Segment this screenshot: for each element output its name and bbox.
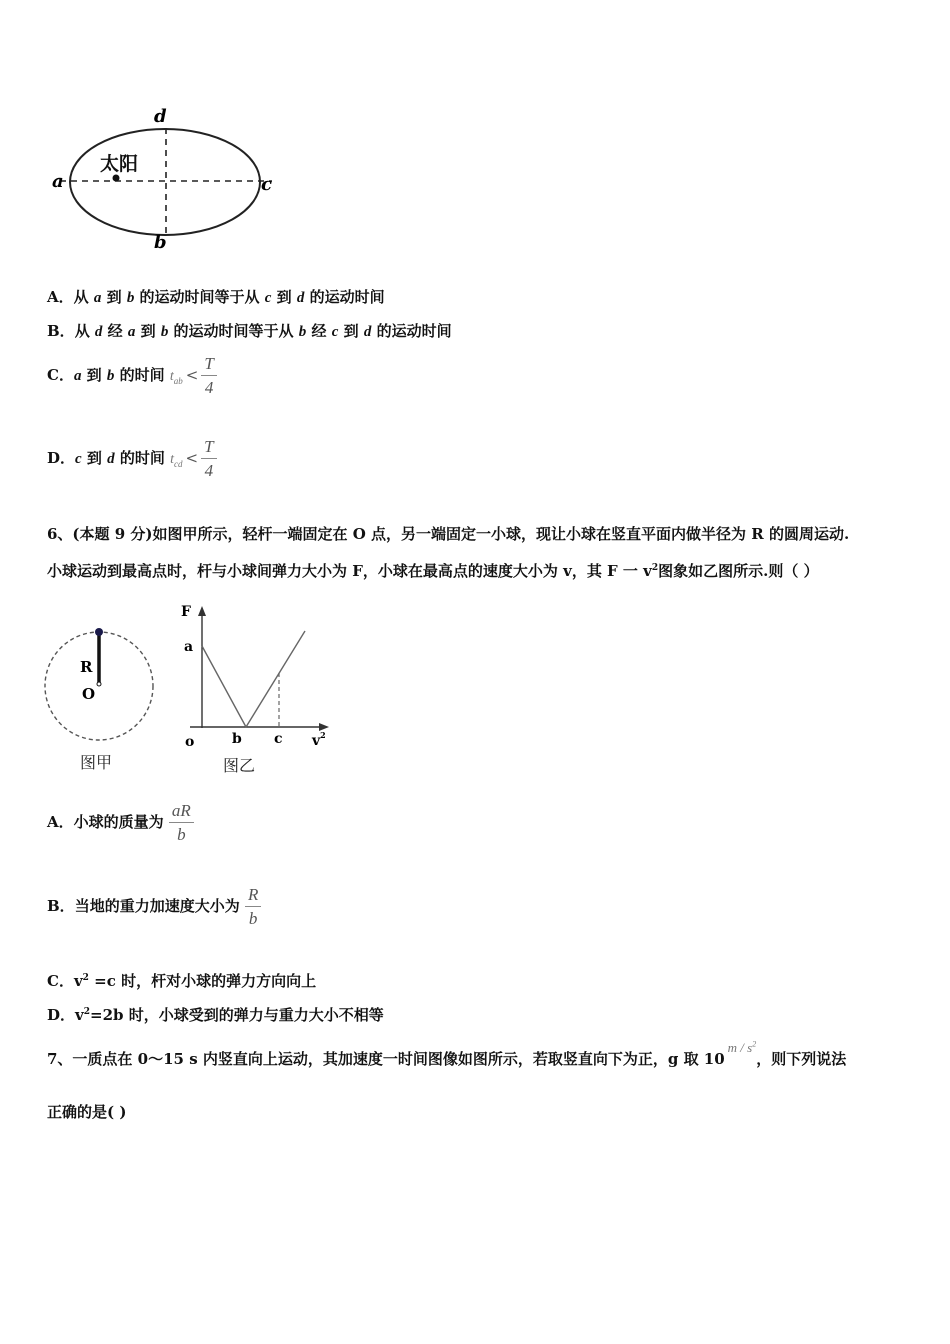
q6-stem-line2: 小球运动到最高点时，杆与小球间弹力大小为 F，小球在最高点的速度大小为 v，其 F 一 $v^2$图象如乙图所示.则（ ） [47,562,819,580]
axis-f-label: F [181,604,191,620]
figure-jia [40,620,165,780]
orbit-figure [40,100,300,260]
ball [95,628,103,636]
unit-m-per-s2: m / $s^2$ [727,1039,757,1055]
q6-option-d: D．$v^2=2b$ 时，小球受到的弹力与重力大小不相等 [47,1006,384,1024]
q7-stem-line1: 7、一质点在 0～15 s 内竖直向上运动，其加速度一时间图像如图所示，若取竖直向下为正，g 取 $10m / s^2$，则下列说法 [47,1039,847,1068]
orbit-ellipse [70,129,260,235]
fraction-t-over-4: $\frac{T}{4}$ [201,355,216,397]
t-ab-symbol: $t_{ab}$ [169,369,183,386]
origin-o-label: o [185,734,195,750]
q7-stem-line2: 正确的是( ) [47,1103,127,1121]
axis-v2-label: $v^2$ [312,730,326,749]
q6-option-a: A．小球的质量为 $\frac{aR}{b}$ [47,802,194,844]
q5-option-a: A．从 a 到 b 的运动时间等于从 c 到 d 的运动时间 [47,288,385,306]
point-b-label: b [154,232,167,253]
graph-line-right [246,631,305,727]
origin-label: O [82,685,96,703]
fraction-ar-over-b: $\frac{aR}{b}$ [169,802,194,844]
t-cd-symbol: $t_{cd}$ [170,452,183,469]
f-axis-arrow [198,606,206,616]
sun-dot [113,175,120,182]
fraction-t-over-4: $\frac{T}{4}$ [201,438,216,480]
q5-option-d: D．c 到 d 的时间 $t_{cd}$ < $\frac{T}{4}$ [47,438,217,480]
point-c-label: c [261,174,272,195]
fraction-r-over-b: $\frac{R}{b}$ [245,886,261,928]
pivot-o [97,682,101,686]
q5-option-b: B．从 d 经 a 到 b 的运动时间等于从 b 经 c 到 d 的运动时间 [47,322,452,340]
point-c-label: c [274,731,283,747]
figure-yi-caption: 图乙 [223,756,256,775]
figure-yi [175,600,340,780]
point-d-label: d [154,106,167,127]
intercept-a-label: a [184,639,194,655]
sun-label: 太阳 [100,153,139,175]
figure-jia-caption: 图甲 [80,753,113,772]
q6-option-c: C．$v^2 =c$ 时，杆对小球的弹力方向向上 [47,972,317,990]
q6-option-b: B．当地的重力加速度大小为 $\frac{R}{b}$ [47,886,261,928]
q5-option-c: C．a 到 b 的时间 $t_{ab}$ < $\frac{T}{4}$ [47,355,217,397]
point-a-label: a [52,171,64,192]
point-b-label: b [232,731,242,747]
q6-stem-line1: 6、(本题 9 分)如图甲所示，轻杆一端固定在 O 点，另一端固定一小球，现让小球在竖直平面内做半径为 R 的圆周运动. [47,525,850,543]
graph-line-left [202,646,246,727]
radius-label: R [80,658,93,676]
